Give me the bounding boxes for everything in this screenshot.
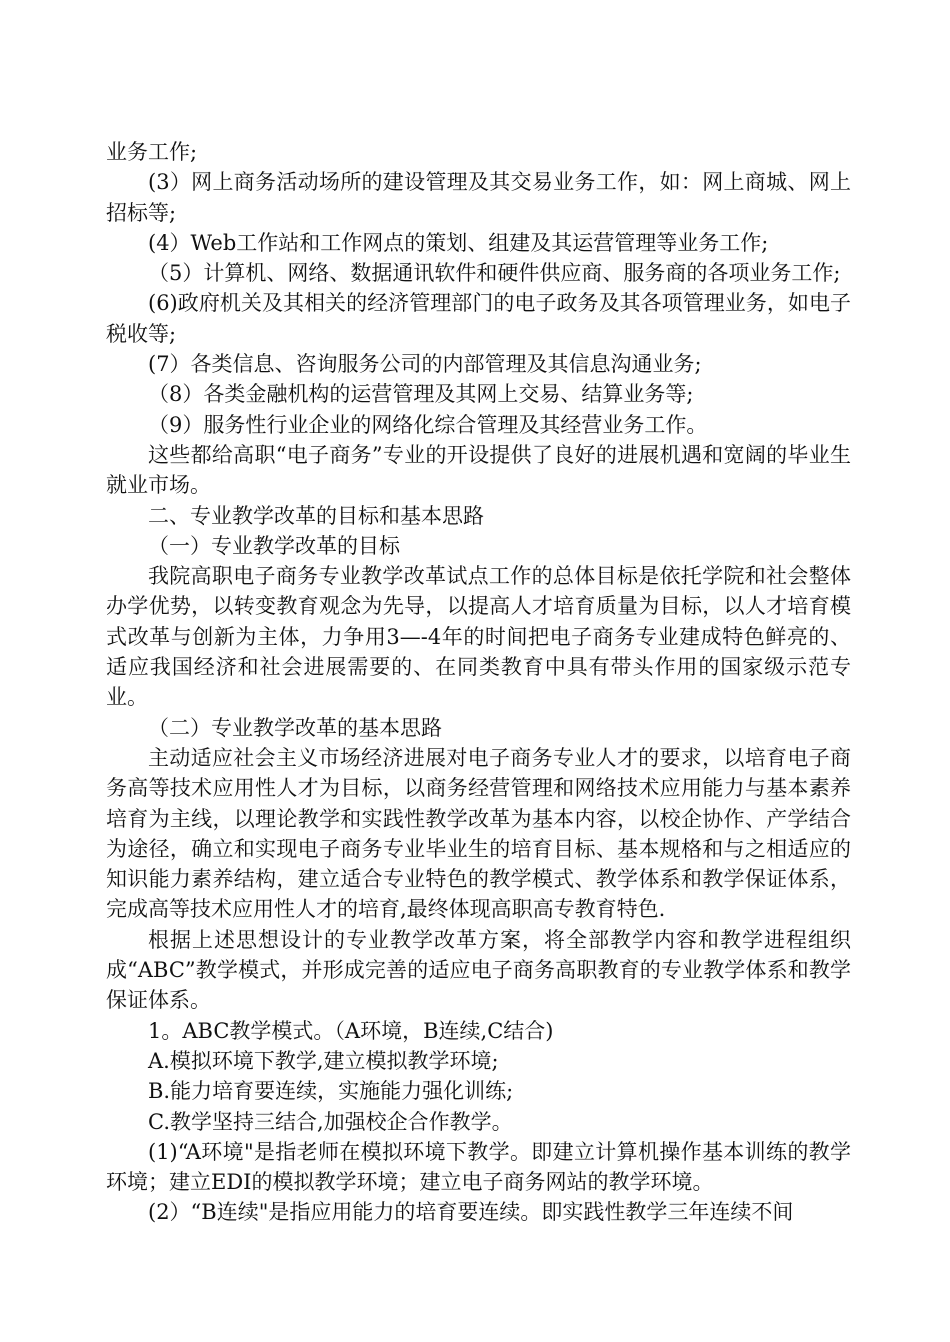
- abc-item-b: B.能力培育要连续，实施能力强化训练;: [148, 1079, 514, 1104]
- b-continuity-paragraph: (2）“B连续"是指应用能力的培育要连续。即实践性教学三年连续不间: [148, 1200, 794, 1225]
- a-environment-paragraph: (1)“A环境"是指老师在模拟环境下教学。即建立计算机操作基本训练的教学环境；建立EDI的模拟教学环境；建立电子商务网站的教学环境。: [106, 1139, 851, 1195]
- summary-paragraph: 这些都给高职“电子商务”专业的开设提供了良好的进展机遇和宽阔的毕业生就业市场。: [106, 442, 851, 498]
- approach-paragraph: 主动适应社会主义市场经济进展对电子商务专业人才的要求，以培育电子商务高等技术应用性人才为目标，以商务经营管理和网络技术应用能力与基本素养培育为主线，以理论教学和实践性教学改革为基本内容，以校企协作、产学结合为途径，确立和实现电子商务专业毕业生的培育目标、基本规格和与之相适应的知识能力素养结构，建立适合专业特色的教学模式、教学体系和教学保证体系，完成高等技术应用性人才的培育,最终体现高职高专教育特色.: [106, 745, 851, 922]
- list-item-3: (3）网上商务活动场所的建设管理及其交易业务工作，如：网上商城、网上招标等;: [106, 170, 851, 225]
- list-item-9: （9）服务性行业企业的网络化综合管理及其经营业务工作。: [148, 412, 708, 437]
- paragraph-continuation: 业务工作;: [106, 140, 198, 164]
- list-item-8: （8）各类金融机构的运营管理及其网上交易、结算业务等;: [148, 382, 694, 407]
- list-item-4: (4）Web工作站和工作网点的策划、组建及其运营管理等业务工作;: [148, 230, 769, 255]
- subsection-heading-1: （一）专业教学改革的目标: [148, 533, 400, 558]
- goal-paragraph: 我院高职电子商务专业教学改革试点工作的总体目标是依托学院和社会整体办学优势，以转变教育观念为先导，以提高人才培育质量为目标，以人才培育模式改革与创新为主体，力争用3—-4年的时间把电子商务专业建成特色鲜亮的、适应我国经济和社会进展需要的、在同类教育中具有带头作用的国家级示范专业。: [106, 564, 851, 710]
- subsection-heading-2: （二）专业教学改革的基本思路: [148, 715, 442, 740]
- list-item-7: (7）各类信息、咨询服务公司的内部管理及其信息沟通业务;: [148, 352, 702, 377]
- abc-item-a: A.模拟环境下教学,建立模拟教学环境;: [148, 1048, 499, 1073]
- plan-paragraph: 根据上述思想设计的专业教学改革方案，将全部教学内容和教学进程组织成“ABC”教学模式，并形成完善的适应电子商务高职教育的专业教学体系和教学保证体系。: [106, 927, 851, 1013]
- list-item-6: (6)政府机关及其相关的经济管理部门的电子政务及其各项管理业务，如电子税收等;: [106, 291, 851, 346]
- section-heading-2: 二、专业教学改革的目标和基本思路: [148, 503, 484, 528]
- abc-item-c: C.教学坚持三结合,加强校企合作教学。: [148, 1109, 513, 1134]
- abc-model-heading: 1。ABC教学模式。（A环境，B连续,C结合): [148, 1018, 554, 1043]
- document-page: [106, 137, 851, 1228]
- list-item-5: （5）计算机、网络、数据通讯软件和硬件供应商、服务商的各项业务工作;: [148, 261, 841, 286]
